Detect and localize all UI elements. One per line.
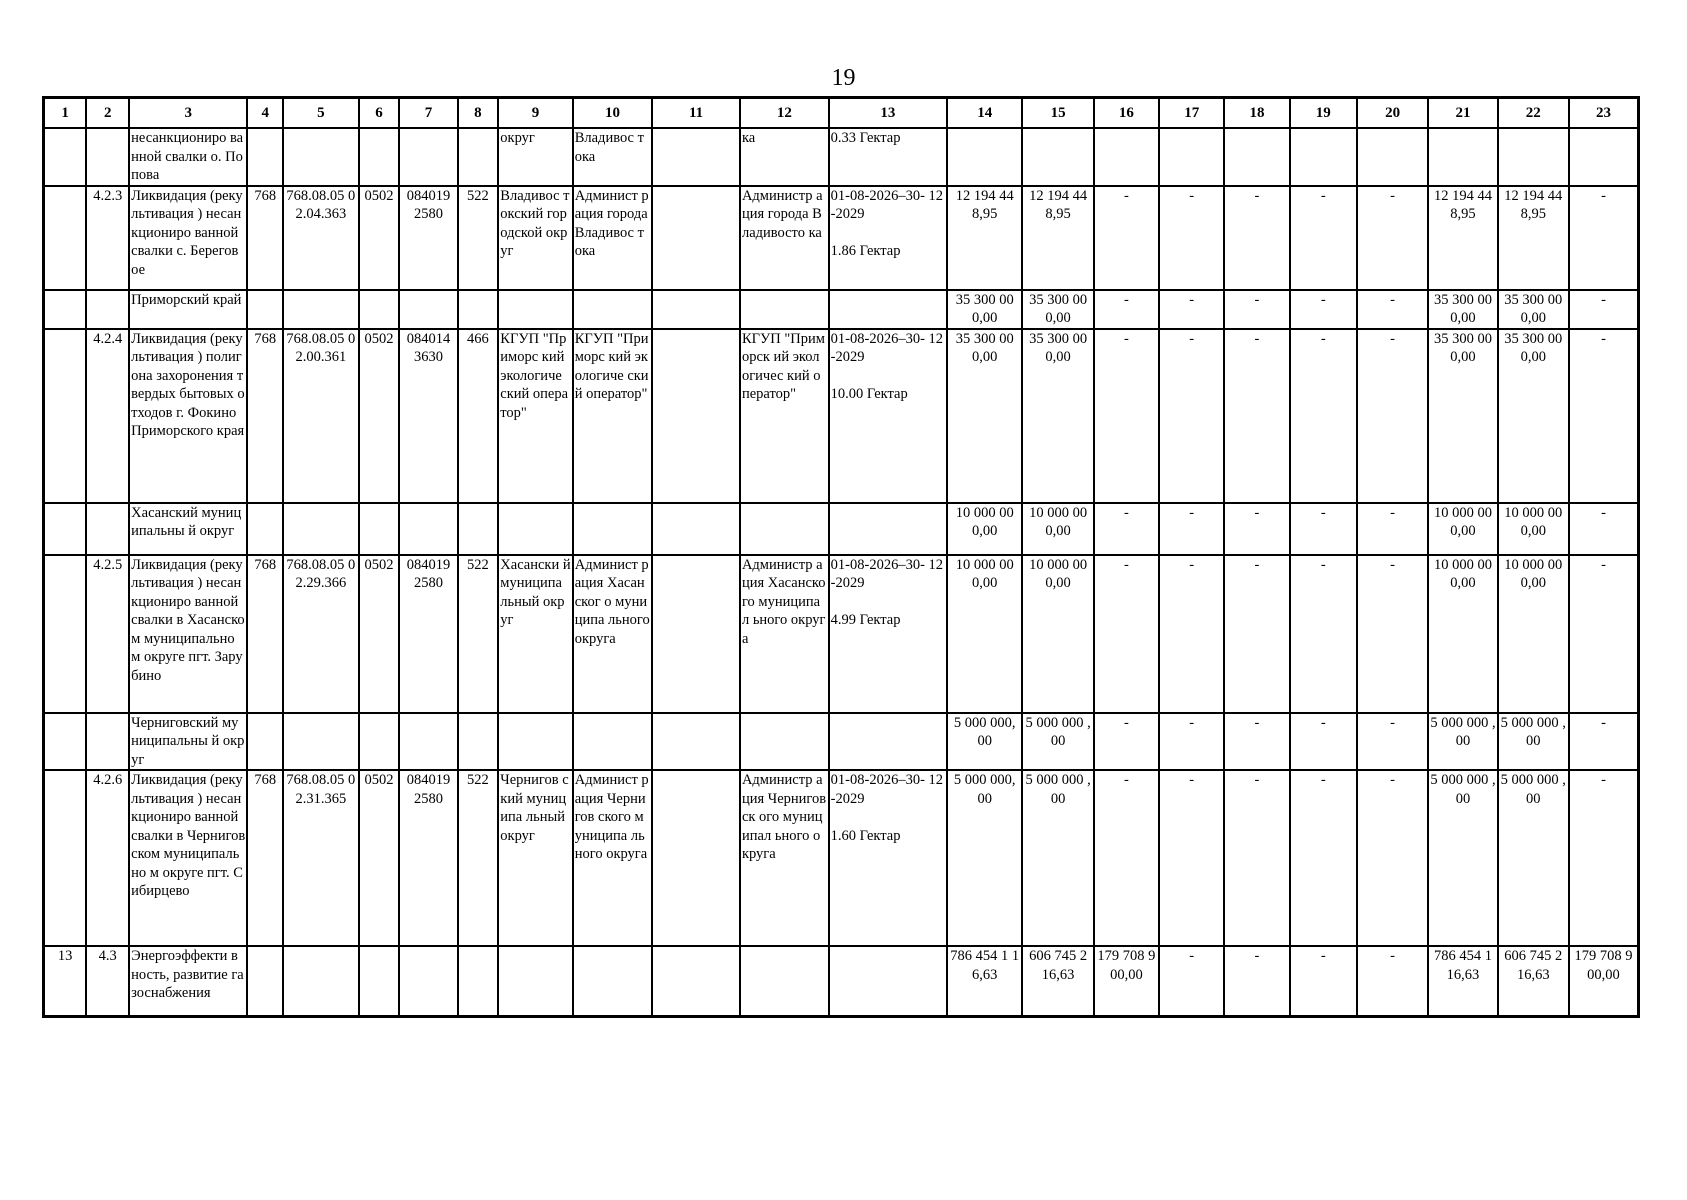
- column-header: 8: [458, 98, 499, 129]
- table-cell-col-21: 5 000 000 ,00: [1428, 770, 1497, 946]
- column-header: 1: [44, 98, 87, 129]
- table-cell-col-16: 179 708 9 00,00: [1094, 946, 1159, 1016]
- table-cell-col-8: [458, 946, 499, 1016]
- table-cell-col-19: -: [1290, 713, 1357, 771]
- table-cell-col-14: 5 000 000, 00: [947, 770, 1022, 946]
- table-cell-col-10: КГУП "Приморс кий экологиче ский оператор": [573, 329, 653, 503]
- table-row: [44, 290, 1639, 329]
- table-cell-col-8: [458, 128, 499, 186]
- table-cell-col-9: [498, 503, 572, 555]
- table-cell-col-19: -: [1290, 503, 1357, 555]
- table-cell-col-21: 12 194 44 8,95: [1428, 186, 1497, 290]
- table-cell-col-4: 768: [247, 555, 283, 713]
- table-cell-col-20: -: [1357, 555, 1428, 713]
- table-cell-col-22: 35 300 00 0,00: [1498, 290, 1569, 329]
- table-cell-col-13: 0.33 Гектар: [829, 128, 947, 186]
- column-header: 4: [247, 98, 283, 129]
- table-cell-col-17: -: [1159, 713, 1224, 771]
- table-cell-col-20: -: [1357, 186, 1428, 290]
- column-header: 23: [1569, 98, 1639, 129]
- table-cell-col-20: -: [1357, 770, 1428, 946]
- table-cell-col-20: -: [1357, 503, 1428, 555]
- table-cell-col-2: [86, 503, 129, 555]
- table-row: [44, 329, 1639, 503]
- table-cell-col-3: Ликвидация (рекультивация ) несанкциониро ванной свалки с. Береговое: [129, 186, 247, 290]
- table-cell-col-10: Владивос тока: [573, 128, 653, 186]
- table-cell-col-13: [829, 290, 947, 329]
- table-cell-col-18: -: [1224, 713, 1289, 771]
- table-cell-col-10: Админист рация города Владивос тока: [573, 186, 653, 290]
- table-cell-col-2: 4.2.6: [86, 770, 129, 946]
- table-cell-col-10: [573, 503, 653, 555]
- table-cell-col-15: 12 194 44 8,95: [1022, 186, 1093, 290]
- table-cell-col-22: 10 000 00 0,00: [1498, 555, 1569, 713]
- table-cell-col-1: [44, 503, 87, 555]
- table-row: [44, 503, 1639, 555]
- table-cell-col-1: [44, 290, 87, 329]
- column-header: 18: [1224, 98, 1289, 129]
- table-cell-col-18: [1224, 128, 1289, 186]
- table-cell-col-21: [1428, 128, 1497, 186]
- table-cell-col-17: -: [1159, 503, 1224, 555]
- table-row: [44, 713, 1639, 771]
- table-cell-col-8: [458, 290, 499, 329]
- table-cell-col-13: [829, 503, 947, 555]
- table-cell-col-5: 768.08.05 02.31.365: [283, 770, 358, 946]
- column-header: 6: [359, 98, 400, 129]
- table-cell-col-9: Хасански й муниципа льный округ: [498, 555, 572, 713]
- table-cell-col-15: 5 000 000 ,00: [1022, 770, 1093, 946]
- table-cell-col-6: 0502: [359, 770, 400, 946]
- table-cell-col-9: [498, 946, 572, 1016]
- table-cell-col-15: 10 000 00 0,00: [1022, 503, 1093, 555]
- table-cell-col-22: 606 745 2 16,63: [1498, 946, 1569, 1016]
- table-cell-col-12: КГУП "Приморск ий экологичес кий оператор": [740, 329, 829, 503]
- table-cell-col-18: -: [1224, 555, 1289, 713]
- table-cell-col-18: -: [1224, 329, 1289, 503]
- table-body: [44, 128, 1639, 1016]
- table-cell-col-23: -: [1569, 186, 1639, 290]
- table-cell-col-9: Чернигов ский муниципа льный округ: [498, 770, 572, 946]
- table-cell-col-12: ка: [740, 128, 829, 186]
- column-header: 9: [498, 98, 572, 129]
- table-cell-col-23: [1569, 128, 1639, 186]
- table-cell-col-11: [652, 503, 740, 555]
- table-cell-col-4: 768: [247, 770, 283, 946]
- table-cell-col-14: 12 194 44 8,95: [947, 186, 1022, 290]
- table-cell-col-12: Администр ация Черниговск ого муниципал ьного округа: [740, 770, 829, 946]
- table-cell-col-19: -: [1290, 290, 1357, 329]
- table-cell-col-4: 768: [247, 186, 283, 290]
- table-cell-col-3: Ликвидация (рекультивация ) несанкциониро ванной свалки в Хасанском муниципально м округе пгт. Зарубино: [129, 555, 247, 713]
- table-cell-col-14: 10 000 00 0,00: [947, 555, 1022, 713]
- table-cell-col-5: [283, 128, 358, 186]
- table-cell-col-9: КГУП "Приморс кий экологиче ский оператор": [498, 329, 572, 503]
- table-cell-col-8: 522: [458, 555, 499, 713]
- page-number: 19: [831, 65, 856, 91]
- table-cell-col-19: [1290, 128, 1357, 186]
- table-cell-col-3: Ликвидация (рекультивация ) полигона захоронения твердых бытовых отходов г. Фокино Приморского края: [129, 329, 247, 503]
- table-cell-col-7: 084019 2580: [399, 555, 457, 713]
- column-header: 7: [399, 98, 457, 129]
- table-cell-col-23: 179 708 9 00,00: [1569, 946, 1639, 1016]
- table-cell-col-23: -: [1569, 329, 1639, 503]
- table-cell-col-17: -: [1159, 186, 1224, 290]
- table-cell-col-20: -: [1357, 290, 1428, 329]
- table-cell-col-3: Приморский край: [129, 290, 247, 329]
- table-cell-col-4: [247, 503, 283, 555]
- table-cell-col-14: 786 454 1 16,63: [947, 946, 1022, 1016]
- table-cell-col-6: [359, 713, 400, 771]
- column-header: 17: [1159, 98, 1224, 129]
- column-header: 3: [129, 98, 247, 129]
- table-cell-col-15: 35 300 00 0,00: [1022, 290, 1093, 329]
- table-cell-col-17: -: [1159, 770, 1224, 946]
- table-cell-col-1: [44, 128, 87, 186]
- table-cell-col-13: 01-08-2026–30- 12-2029 4.99 Гектар: [829, 555, 947, 713]
- table-row: [44, 128, 1639, 186]
- table-cell-col-1: [44, 186, 87, 290]
- table-cell-col-18: -: [1224, 186, 1289, 290]
- table-cell-col-3: Ликвидация (рекультивация ) несанкциониро ванной свалки в Черниговском муниципально м округе пгт. Сибирцево: [129, 770, 247, 946]
- table-cell-col-18: -: [1224, 503, 1289, 555]
- column-header: 20: [1357, 98, 1428, 129]
- table-cell-col-4: [247, 713, 283, 771]
- table-cell-col-21: 35 300 00 0,00: [1428, 329, 1497, 503]
- table-cell-col-2: 4.3: [86, 946, 129, 1016]
- table-cell-col-1: [44, 770, 87, 946]
- table-cell-col-8: [458, 713, 499, 771]
- table-cell-col-21: 786 454 1 16,63: [1428, 946, 1497, 1016]
- table-cell-col-11: [652, 290, 740, 329]
- table-cell-col-6: 0502: [359, 555, 400, 713]
- table-cell-col-8: [458, 503, 499, 555]
- table-row: [44, 770, 1639, 946]
- table-cell-col-10: Админист рация Хасанског о муниципа льного округа: [573, 555, 653, 713]
- table-cell-col-2: [86, 128, 129, 186]
- table-cell-col-3: Хасанский муниципальны й округ: [129, 503, 247, 555]
- table-cell-col-22: 5 000 000 ,00: [1498, 713, 1569, 771]
- table-cell-col-19: -: [1290, 186, 1357, 290]
- table-cell-col-14: [947, 128, 1022, 186]
- table-cell-col-6: [359, 290, 400, 329]
- table-cell-col-7: [399, 713, 457, 771]
- table-cell-col-11: [652, 946, 740, 1016]
- table-cell-col-12: [740, 946, 829, 1016]
- table-cell-col-12: Администр ация Хасанского муниципал ьного округа: [740, 555, 829, 713]
- table-row: [44, 555, 1639, 713]
- table-cell-col-7: [399, 946, 457, 1016]
- table-cell-col-15: 35 300 00 0,00: [1022, 329, 1093, 503]
- table-cell-col-20: [1357, 128, 1428, 186]
- table-cell-col-11: [652, 186, 740, 290]
- table-cell-col-16: [1094, 128, 1159, 186]
- table-cell-col-18: -: [1224, 770, 1289, 946]
- table-cell-col-10: [573, 713, 653, 771]
- column-header: 19: [1290, 98, 1357, 129]
- table-cell-col-13: 01-08-2026–30- 12-2029 1.86 Гектар: [829, 186, 947, 290]
- table-cell-col-19: -: [1290, 329, 1357, 503]
- table-cell-col-5: 768.08.05 02.00.361: [283, 329, 358, 503]
- table-cell-col-9: Владивос токский городской округ: [498, 186, 572, 290]
- table-cell-col-23: -: [1569, 503, 1639, 555]
- table-cell-col-15: 10 000 00 0,00: [1022, 555, 1093, 713]
- table-cell-col-21: 10 000 00 0,00: [1428, 503, 1497, 555]
- table-cell-col-7: [399, 290, 457, 329]
- table-cell-col-6: 0502: [359, 329, 400, 503]
- table-cell-col-11: [652, 329, 740, 503]
- table-cell-col-12: [740, 713, 829, 771]
- column-header: 13: [829, 98, 947, 129]
- header-row: [44, 98, 1639, 129]
- column-header: 10: [573, 98, 653, 129]
- table-cell-col-11: [652, 555, 740, 713]
- table-cell-col-10: [573, 290, 653, 329]
- table-cell-col-4: [247, 946, 283, 1016]
- table-cell-col-1: 13: [44, 946, 87, 1016]
- table-cell-col-21: 35 300 00 0,00: [1428, 290, 1497, 329]
- table-cell-col-13: [829, 946, 947, 1016]
- table-cell-col-17: -: [1159, 329, 1224, 503]
- table-cell-col-22: 12 194 44 8,95: [1498, 186, 1569, 290]
- table-cell-col-3: Энергоэффекти вность, развитие газоснабжения: [129, 946, 247, 1016]
- table-cell-col-8: 522: [458, 770, 499, 946]
- table-cell-col-7: [399, 128, 457, 186]
- table-cell-col-17: -: [1159, 946, 1224, 1016]
- table-row: [44, 946, 1639, 1016]
- table-cell-col-16: -: [1094, 186, 1159, 290]
- table-cell-col-3: несанкциониро ванной свалки о. Попова: [129, 128, 247, 186]
- table-cell-col-22: 35 300 00 0,00: [1498, 329, 1569, 503]
- column-header: 16: [1094, 98, 1159, 129]
- table-cell-col-1: [44, 713, 87, 771]
- table-cell-col-21: 10 000 00 0,00: [1428, 555, 1497, 713]
- table-cell-col-23: -: [1569, 713, 1639, 771]
- table-cell-col-13: 01-08-2026–30- 12-2029 10.00 Гектар: [829, 329, 947, 503]
- table-cell-col-2: 4.2.5: [86, 555, 129, 713]
- table-cell-col-13: [829, 713, 947, 771]
- table-cell-col-16: -: [1094, 290, 1159, 329]
- table-cell-col-6: 0502: [359, 186, 400, 290]
- table-cell-col-5: [283, 503, 358, 555]
- table-cell-col-17: -: [1159, 290, 1224, 329]
- table-cell-col-16: -: [1094, 770, 1159, 946]
- column-header: 5: [283, 98, 358, 129]
- column-header: 11: [652, 98, 740, 129]
- table-cell-col-13: 01-08-2026–30- 12-2029 1.60 Гектар: [829, 770, 947, 946]
- table-cell-col-6: [359, 946, 400, 1016]
- table-cell-col-7: 084019 2580: [399, 186, 457, 290]
- table-cell-col-12: Администр ация города Владивосто ка: [740, 186, 829, 290]
- table-cell-col-22: 10 000 00 0,00: [1498, 503, 1569, 555]
- table-cell-col-16: -: [1094, 503, 1159, 555]
- table-cell-col-4: [247, 290, 283, 329]
- table-cell-col-7: 084019 2580: [399, 770, 457, 946]
- table-cell-col-1: [44, 555, 87, 713]
- table-cell-col-8: 466: [458, 329, 499, 503]
- table-cell-col-16: -: [1094, 713, 1159, 771]
- table-cell-col-2: 4.2.3: [86, 186, 129, 290]
- column-header: 12: [740, 98, 829, 129]
- table-cell-col-14: 5 000 000, 00: [947, 713, 1022, 771]
- table-cell-col-22: [1498, 128, 1569, 186]
- table-cell-col-19: -: [1290, 946, 1357, 1016]
- table-cell-col-16: -: [1094, 555, 1159, 713]
- column-header: 15: [1022, 98, 1093, 129]
- table-cell-col-20: -: [1357, 946, 1428, 1016]
- table-cell-col-5: [283, 946, 358, 1016]
- table-cell-col-5: 768.08.05 02.29.366: [283, 555, 358, 713]
- table-row: [44, 186, 1639, 290]
- table-cell-col-10: Админист рация Чернигов ского муниципа льного округа: [573, 770, 653, 946]
- table-cell-col-15: 5 000 000 ,00: [1022, 713, 1093, 771]
- table-cell-col-14: 35 300 00 0,00: [947, 290, 1022, 329]
- table-cell-col-2: [86, 290, 129, 329]
- table-cell-col-23: -: [1569, 290, 1639, 329]
- table-cell-col-17: [1159, 128, 1224, 186]
- table-cell-col-9: [498, 290, 572, 329]
- table-cell-col-2: [86, 713, 129, 771]
- table-cell-col-7: 084014 3630: [399, 329, 457, 503]
- table-cell-col-5: [283, 713, 358, 771]
- table-cell-col-6: [359, 503, 400, 555]
- table-cell-col-18: -: [1224, 946, 1289, 1016]
- table-cell-col-11: [652, 128, 740, 186]
- budget-table: [42, 96, 1640, 1018]
- table-cell-col-3: Черниговский муниципальны й округ: [129, 713, 247, 771]
- table-cell-col-23: -: [1569, 770, 1639, 946]
- table-cell-col-19: -: [1290, 770, 1357, 946]
- table-cell-col-1: [44, 329, 87, 503]
- table-cell-col-14: 10 000 00 0,00: [947, 503, 1022, 555]
- table-cell-col-17: -: [1159, 555, 1224, 713]
- column-header: 22: [1498, 98, 1569, 129]
- table-cell-col-5: [283, 290, 358, 329]
- column-header: 2: [86, 98, 129, 129]
- table-cell-col-20: -: [1357, 329, 1428, 503]
- table-cell-col-22: 5 000 000 ,00: [1498, 770, 1569, 946]
- table-cell-col-15: 606 745 2 16,63: [1022, 946, 1093, 1016]
- column-header: 14: [947, 98, 1022, 129]
- table-cell-col-16: -: [1094, 329, 1159, 503]
- table-cell-col-4: 768: [247, 329, 283, 503]
- table-cell-col-15: [1022, 128, 1093, 186]
- table-cell-col-18: -: [1224, 290, 1289, 329]
- table-cell-col-4: [247, 128, 283, 186]
- table-cell-col-9: округ: [498, 128, 572, 186]
- table-cell-col-9: [498, 713, 572, 771]
- table-cell-col-6: [359, 128, 400, 186]
- table-cell-col-12: [740, 503, 829, 555]
- table-cell-col-19: -: [1290, 555, 1357, 713]
- table-cell-col-11: [652, 770, 740, 946]
- table-cell-col-10: [573, 946, 653, 1016]
- table-cell-col-5: 768.08.05 02.04.363: [283, 186, 358, 290]
- table-cell-col-20: -: [1357, 713, 1428, 771]
- table-cell-col-12: [740, 290, 829, 329]
- table-cell-col-11: [652, 713, 740, 771]
- table-cell-col-21: 5 000 000 ,00: [1428, 713, 1497, 771]
- table-cell-col-2: 4.2.4: [86, 329, 129, 503]
- column-header: 21: [1428, 98, 1497, 129]
- table-cell-col-23: -: [1569, 555, 1639, 713]
- table-cell-col-7: [399, 503, 457, 555]
- table-cell-col-14: 35 300 00 0,00: [947, 329, 1022, 503]
- table-cell-col-8: 522: [458, 186, 499, 290]
